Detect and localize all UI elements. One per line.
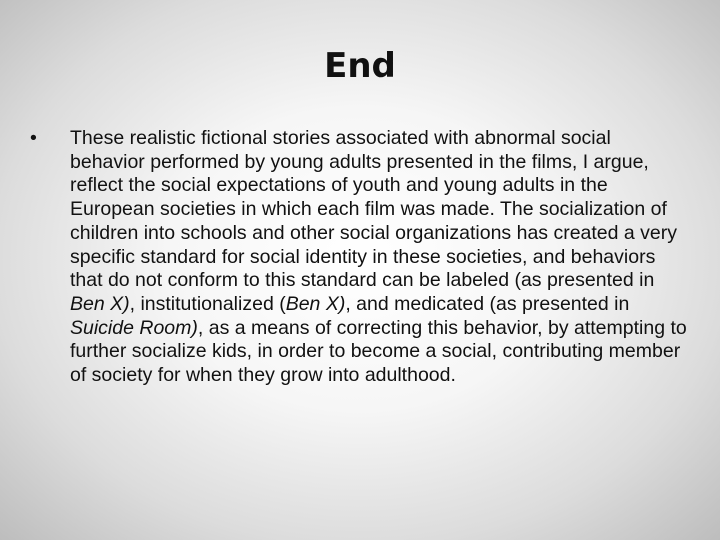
slide-title: End <box>324 46 396 86</box>
film-title-ben-x: Ben X) <box>70 292 130 315</box>
paragraph-text-segment: , as a means of correcting this behavior, by attempting to further socialize kids, in order to become a social, contributing member of society for when they grow into adulthood. <box>70 316 687 387</box>
film-title-ben-x: Ben X) <box>285 292 346 315</box>
bullet-item <box>30 127 690 388</box>
paragraph-text-segment: , and medicated (as presented in <box>345 292 630 315</box>
bullet-paragraph <box>70 127 687 386</box>
paragraph-text-segment: These realistic fictional stories associated with abnormal social behavior performed by young adults presented in the films, I argue, reflect the social expectations of youth and young adults in the European societies in which each film was made. The socialization of children into schools and other social organizations has created a very specific standard for social identity in these societies, and behaviors that do not conform to this standard can be labeled (as presented in <box>70 127 678 292</box>
bullet-icon: • <box>30 127 37 149</box>
slide-content <box>30 127 690 388</box>
film-title-suicide-room: Suicide Room) <box>70 316 198 339</box>
paragraph-text-segment: , institutionalized ( <box>129 292 286 315</box>
